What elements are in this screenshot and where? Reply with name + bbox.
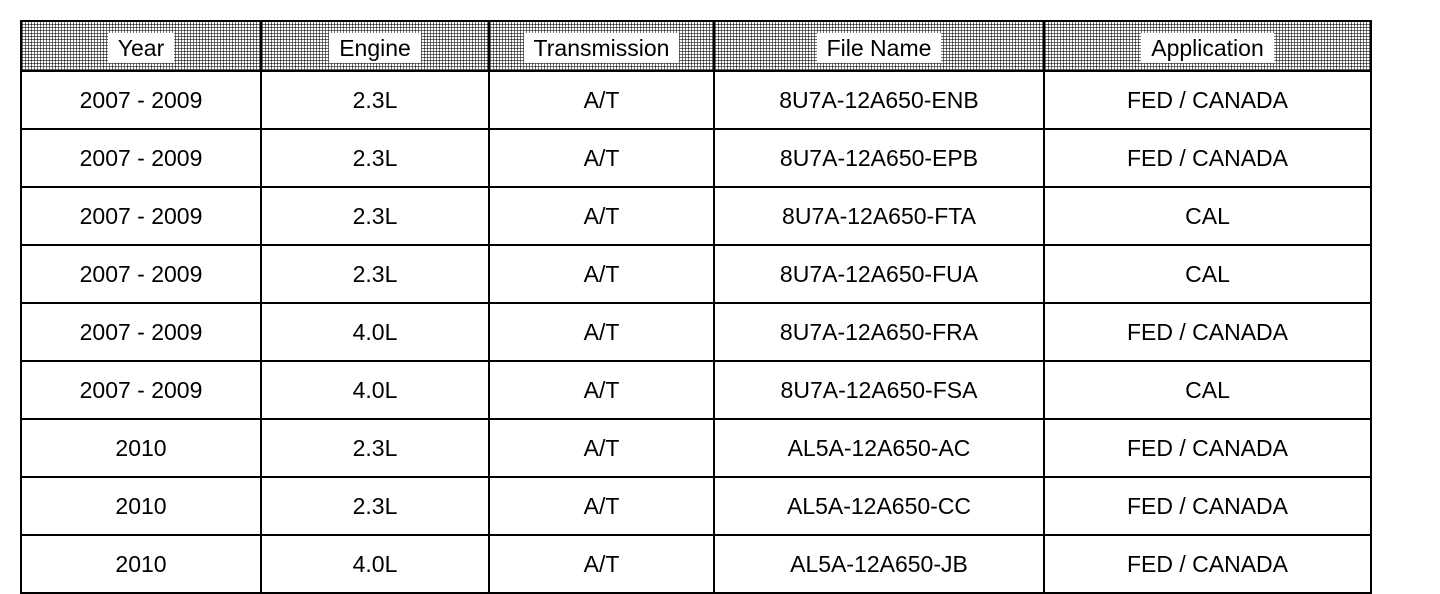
cell-engine: 2.3L xyxy=(261,187,489,245)
cell-application: FED / CANADA xyxy=(1044,71,1371,129)
table-row xyxy=(21,129,1371,187)
cell-engine: 4.0L xyxy=(261,303,489,361)
cell-year: 2010 xyxy=(21,535,261,593)
cell-file-name: 8U7A-12A650-ENB xyxy=(714,71,1044,129)
cell-application: FED / CANADA xyxy=(1044,129,1371,187)
column-header-year xyxy=(21,21,261,71)
table-row xyxy=(21,361,1371,419)
cell-file-name: 8U7A-12A650-FSA xyxy=(714,361,1044,419)
cell-year: 2007 - 2009 xyxy=(21,303,261,361)
cell-transmission: A/T xyxy=(489,245,714,303)
cell-application: FED / CANADA xyxy=(1044,303,1371,361)
column-header-year-label: Year xyxy=(108,33,174,63)
cell-file-name: 8U7A-12A650-FRA xyxy=(714,303,1044,361)
column-header-application xyxy=(1044,21,1371,71)
table-row xyxy=(21,419,1371,477)
cell-application: CAL xyxy=(1044,187,1371,245)
table-header-row xyxy=(21,21,1371,71)
table-body xyxy=(21,71,1371,593)
cell-file-name: AL5A-12A650-AC xyxy=(714,419,1044,477)
column-header-transmission-label: Transmission xyxy=(524,33,680,63)
table-row xyxy=(21,535,1371,593)
cell-engine: 2.3L xyxy=(261,129,489,187)
cell-year: 2007 - 2009 xyxy=(21,361,261,419)
column-header-engine-label: Engine xyxy=(329,33,421,63)
cell-transmission: A/T xyxy=(489,303,714,361)
cell-application: FED / CANADA xyxy=(1044,419,1371,477)
cell-file-name: 8U7A-12A650-EPB xyxy=(714,129,1044,187)
cell-file-name: AL5A-12A650-CC xyxy=(714,477,1044,535)
vehicle-calibration-table xyxy=(20,20,1372,594)
column-header-file-name xyxy=(714,21,1044,71)
cell-file-name: AL5A-12A650-JB xyxy=(714,535,1044,593)
column-header-application-label: Application xyxy=(1141,33,1274,63)
cell-transmission: A/T xyxy=(489,71,714,129)
cell-application: FED / CANADA xyxy=(1044,535,1371,593)
cell-application: CAL xyxy=(1044,361,1371,419)
cell-engine: 2.3L xyxy=(261,419,489,477)
cell-application: FED / CANADA xyxy=(1044,477,1371,535)
cell-year: 2007 - 2009 xyxy=(21,245,261,303)
cell-engine: 2.3L xyxy=(261,245,489,303)
cell-year: 2007 - 2009 xyxy=(21,71,261,129)
cell-engine: 4.0L xyxy=(261,361,489,419)
cell-file-name: 8U7A-12A650-FUA xyxy=(714,245,1044,303)
table-row xyxy=(21,477,1371,535)
table-header xyxy=(21,21,1371,71)
cell-year: 2007 - 2009 xyxy=(21,129,261,187)
table-row xyxy=(21,303,1371,361)
cell-engine: 2.3L xyxy=(261,477,489,535)
column-header-file-name-label: File Name xyxy=(817,33,942,63)
cell-year: 2007 - 2009 xyxy=(21,187,261,245)
cell-transmission: A/T xyxy=(489,361,714,419)
cell-year: 2010 xyxy=(21,419,261,477)
table-row xyxy=(21,71,1371,129)
cell-engine: 2.3L xyxy=(261,71,489,129)
cell-transmission: A/T xyxy=(489,535,714,593)
column-header-engine xyxy=(261,21,489,71)
column-header-transmission xyxy=(489,21,714,71)
cell-year: 2010 xyxy=(21,477,261,535)
cell-transmission: A/T xyxy=(489,187,714,245)
cell-transmission: A/T xyxy=(489,477,714,535)
cell-application: CAL xyxy=(1044,245,1371,303)
cell-engine: 4.0L xyxy=(261,535,489,593)
table-row xyxy=(21,187,1371,245)
table-row xyxy=(21,245,1371,303)
cell-transmission: A/T xyxy=(489,129,714,187)
cell-file-name: 8U7A-12A650-FTA xyxy=(714,187,1044,245)
cell-transmission: A/T xyxy=(489,419,714,477)
